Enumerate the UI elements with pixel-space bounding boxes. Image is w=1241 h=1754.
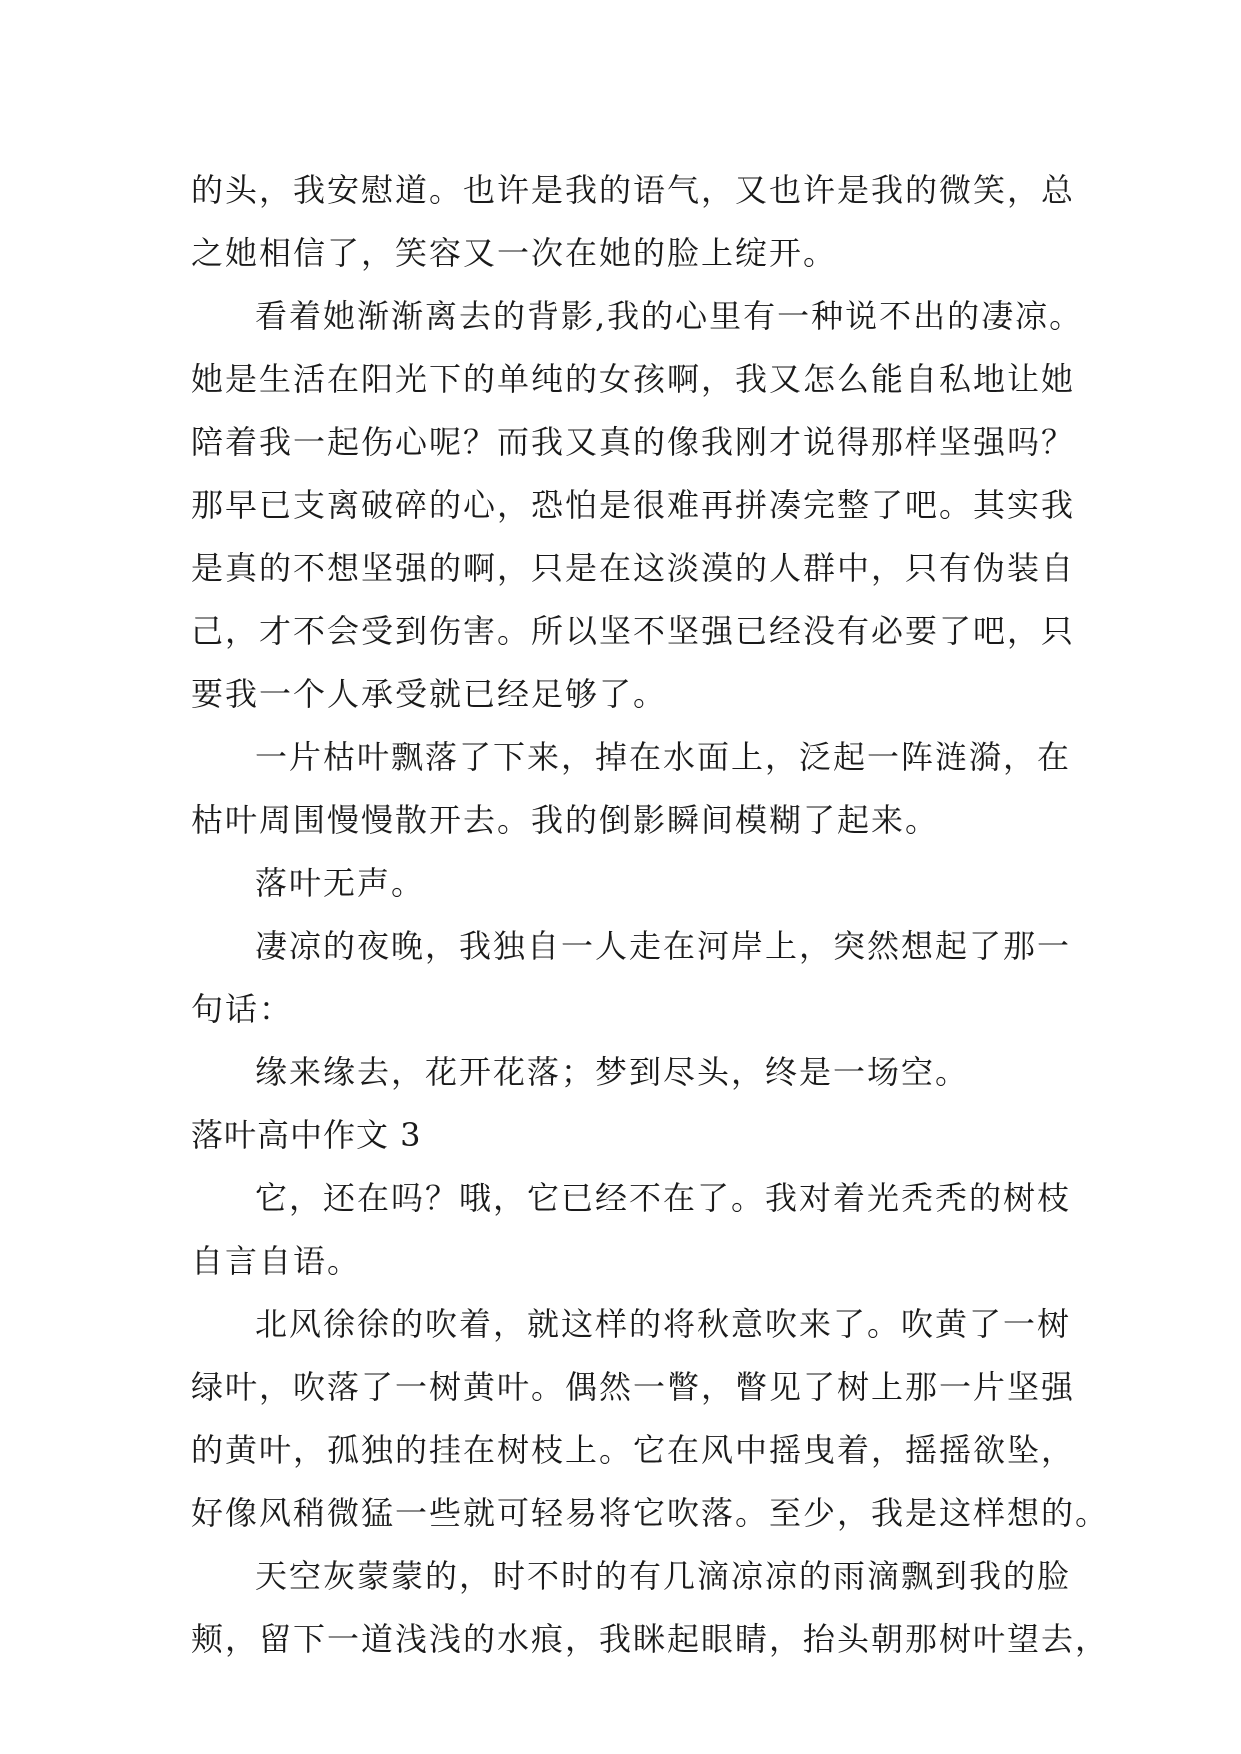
text-line: 陪着我一起伤心呢？而我又真的像我刚才说得那样坚强吗？	[191, 423, 1076, 461]
text-line: 落叶无声。	[255, 864, 426, 902]
text-line: 的头，我安慰道。也许是我的语气，又也许是我的微笑，总	[191, 171, 1076, 209]
text-line: 自言自语。	[191, 1242, 362, 1280]
text-line: 缘来缘去，花开花落；梦到尽头，终是一场空。	[255, 1053, 970, 1091]
text-line: 的黄叶，孤独的挂在树枝上。它在风中摇曳着，摇摇欲坠，	[191, 1431, 1076, 1469]
text-line: 绿叶，吹落了一树黄叶。偶然一瞥，瞥见了树上那一片坚强	[191, 1368, 1076, 1406]
text-line: 凄凉的夜晚，我独自一人走在河岸上，突然想起了那一	[255, 927, 1072, 965]
text-line: 一片枯叶飘落了下来，掉在水面上，泛起一阵涟漪，在	[255, 738, 1072, 776]
text-line: 好像风稍微猛一些就可轻易将它吹落。至少，我是这样想的。	[191, 1494, 1110, 1532]
text-line: 北风徐徐的吹着，就这样的将秋意吹来了。吹黄了一树	[255, 1305, 1072, 1343]
text-line: 那早已支离破碎的心，恐怕是很难再拼凑完整了吧。其实我	[191, 486, 1076, 524]
text-line: 颊，留下一道浅浅的水痕，我眯起眼睛，抬头朝那树叶望去，	[191, 1620, 1110, 1658]
text-line: 句话：	[191, 990, 294, 1028]
text-line: 己，才不会受到伤害。所以坚不坚强已经没有必要了吧，只	[191, 612, 1076, 650]
text-line: 之她相信了，笑容又一次在她的脸上绽开。	[191, 234, 838, 272]
text-line: 天空灰蒙蒙的，时不时的有几滴凉凉的雨滴飘到我的脸	[255, 1557, 1072, 1595]
text-line: 它，还在吗？哦，它已经不在了。我对着光秃秃的树枝	[255, 1179, 1072, 1217]
text-line: 看着她渐渐离去的背影,我的心里有一种说不出的凄凉。	[255, 297, 1084, 335]
text-line: 她是生活在阳光下的单纯的女孩啊，我又怎么能自私地让她	[191, 360, 1076, 398]
document-body	[191, 159, 1110, 1671]
text-line: 枯叶周围慢慢散开去。我的倒影瞬间模糊了起来。	[191, 801, 940, 839]
section-heading: 落叶高中作文 3	[191, 1116, 422, 1154]
text-line: 是真的不想坚强的啊，只是在这淡漠的人群中，只有伪装自	[191, 549, 1076, 587]
text-line: 要我一个人承受就已经足够了。	[191, 675, 668, 713]
